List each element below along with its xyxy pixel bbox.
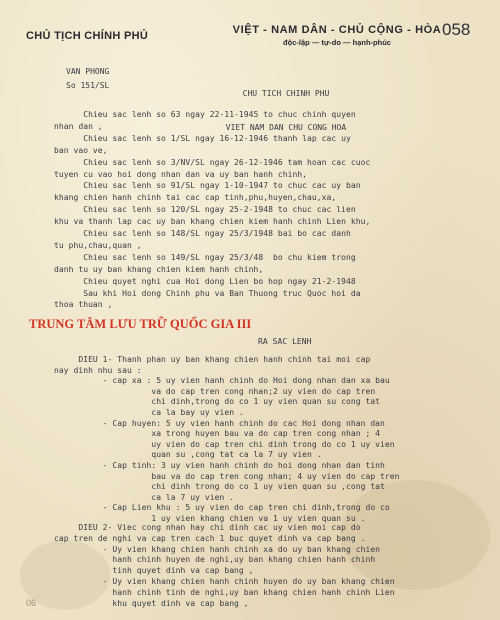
- title-line: CHU TICH CHINH PHU: [242, 89, 330, 99]
- text-line: xa trong huyen bau va do cap tren cong nhan ; 4: [54, 429, 381, 439]
- text-line: DIEU 2- Viec cong nhan hay chi dinh cac uy vien moi cap do: [54, 523, 361, 532]
- text-line: ca la 7 uy vien .: [54, 492, 235, 502]
- text-line: thoa thuan ,: [54, 300, 113, 310]
- office-label: VAN PHONG: [66, 67, 110, 76]
- text-line: nhan dan ,: [54, 121, 103, 131]
- text-line: nay dinh nhu sau :: [54, 365, 142, 375]
- text-line: va do cap tren cong nhan;2 uy vien do cap tren: [54, 386, 376, 396]
- document-number: 058: [442, 20, 471, 39]
- text-line: - Cap Lien khu : 5 uy vien do cap tren chi dinh,trong do co: [54, 503, 390, 513]
- text-line: 1 uy vien khang chien va 1 uy vien quan su .: [54, 514, 366, 523]
- text-line: Sau khi Hoi dong Chinh phu va Ban Thuong truc Quoc hoi da: [54, 288, 361, 298]
- text-line: ca la bay uy vien .: [54, 408, 244, 417]
- text-line: Chieu sac lenh so 148/SL ngay 25/3/1948 bai bo cac danh: [54, 229, 351, 238]
- text-line: chi dinh,trong do co 1 uy vien quan su cong tat: [54, 397, 381, 407]
- text-line: hanh chinh tinh de nghi,uy ban khang chien hanh chinh Lien: [54, 587, 395, 597]
- decree-heading: RA SAC LENH: [258, 337, 312, 346]
- text-line: Chieu sac lenh so 120/SL ngay 25-2-1948 to chuc cac lien: [54, 205, 356, 215]
- text-line: Chieu sac lenh so 91/SL ngay 1-10-1947 to chuc cac uy ban: [54, 181, 361, 191]
- decree-number: So 151/SL: [66, 81, 110, 90]
- text-line: danh tu uy ban khang chien kiem hanh chinh,: [54, 264, 264, 274]
- text-line: quan su ,cong tat ca la 7 uy vien .: [54, 450, 322, 460]
- text-line: bau va do cap tren cong nhan; 4 uy vien do cap tren: [54, 471, 400, 481]
- text-line: Chieu sac lenh so 1/SL ngay 16-12-1946 thanh lap cac uy: [54, 133, 351, 143]
- text-line: khu quyet dinh va cap bang ,: [54, 598, 249, 608]
- text-line: DIEU 1- Thanh phan uy ban khang chien hanh chinh tai moi cap: [54, 355, 371, 364]
- nation-name: VIỆT - NAM DÂN - CHỦ CỘNG - HÒA: [232, 24, 442, 36]
- national-header: [232, 24, 442, 47]
- text-line: ban vao ve,: [54, 145, 108, 155]
- text-line: cap tren de nghi va cap tren cach 1 buc quyet dinh va cap bang .: [54, 533, 366, 543]
- text-line: Chieu quyet nghi cua Hoi dong Lien bo hop ngay 21-2-1948: [54, 276, 356, 286]
- text-line: Chieu sac lenh so 3/NV/SL ngay 26-12-1946 tam hoan cac cuoc: [54, 157, 371, 167]
- issuing-office-header: CHỦ TỊCH CHÍNH PHỦ: [26, 30, 149, 42]
- archive-stamp: TRUNG TÂM LƯU TRỮ QUỐC GIA III: [29, 317, 252, 331]
- corner-mark: 06: [26, 598, 37, 608]
- text-line: khu va thanh lap cac uy ban khang chien kiem hanh chinh Lien khu,: [54, 217, 371, 227]
- text-line: chi dinh trong do co 1 uy vien quan su ,cong tat: [54, 482, 385, 492]
- text-line: - Cap huyen: 5 uy vien hanh chinh do cac Hoi dong nhan dan: [54, 418, 385, 428]
- text-line: Chieu sac lenh so 63 ngay 22-11-1945 to chuc chinh quyen: [54, 110, 356, 119]
- national-motto: độc-lập — tự-do — hạnh-phúc: [283, 38, 391, 47]
- text-line: - Uy vien khang chien hanh chinh huyen do uy ban khang chien: [54, 577, 395, 586]
- text-line: - Uy vien khang chien hanh chinh xa do uy ban khang chien: [54, 544, 381, 554]
- text-line: - cap xa : 5 uy vien hanh chinh do Hoi dong nhan dan xa bau: [54, 376, 390, 386]
- text-line: hanh chinh huyen de nghi,uy ban khang chien hanh chinh: [54, 555, 376, 565]
- title-line: VIET NAM DAN CHU CONG HOA: [225, 123, 347, 133]
- text-line: tuyen cu vao hoi dong nhan dan va uy ban hanh chinh,: [54, 169, 308, 179]
- text-line: Chieu sac lenh so 149/SL ngay 25/3/48 bo chu kiem trong: [54, 252, 356, 262]
- text-line: - Cap tinh: 3 uy vien hanh chinh do hoi dong nhan dan tinh: [54, 461, 385, 470]
- text-line: khang chien hanh chinh tai cac cap tinh,phu,huyen,chau,xa,: [54, 193, 337, 203]
- text-line: tinh quyet dinh va cap bang ,: [54, 566, 254, 576]
- text-line: uy vien do cap tren chi dinh trong do co 1 uy vien: [54, 439, 395, 449]
- text-line: tu phu,chau,quan ,: [54, 240, 142, 250]
